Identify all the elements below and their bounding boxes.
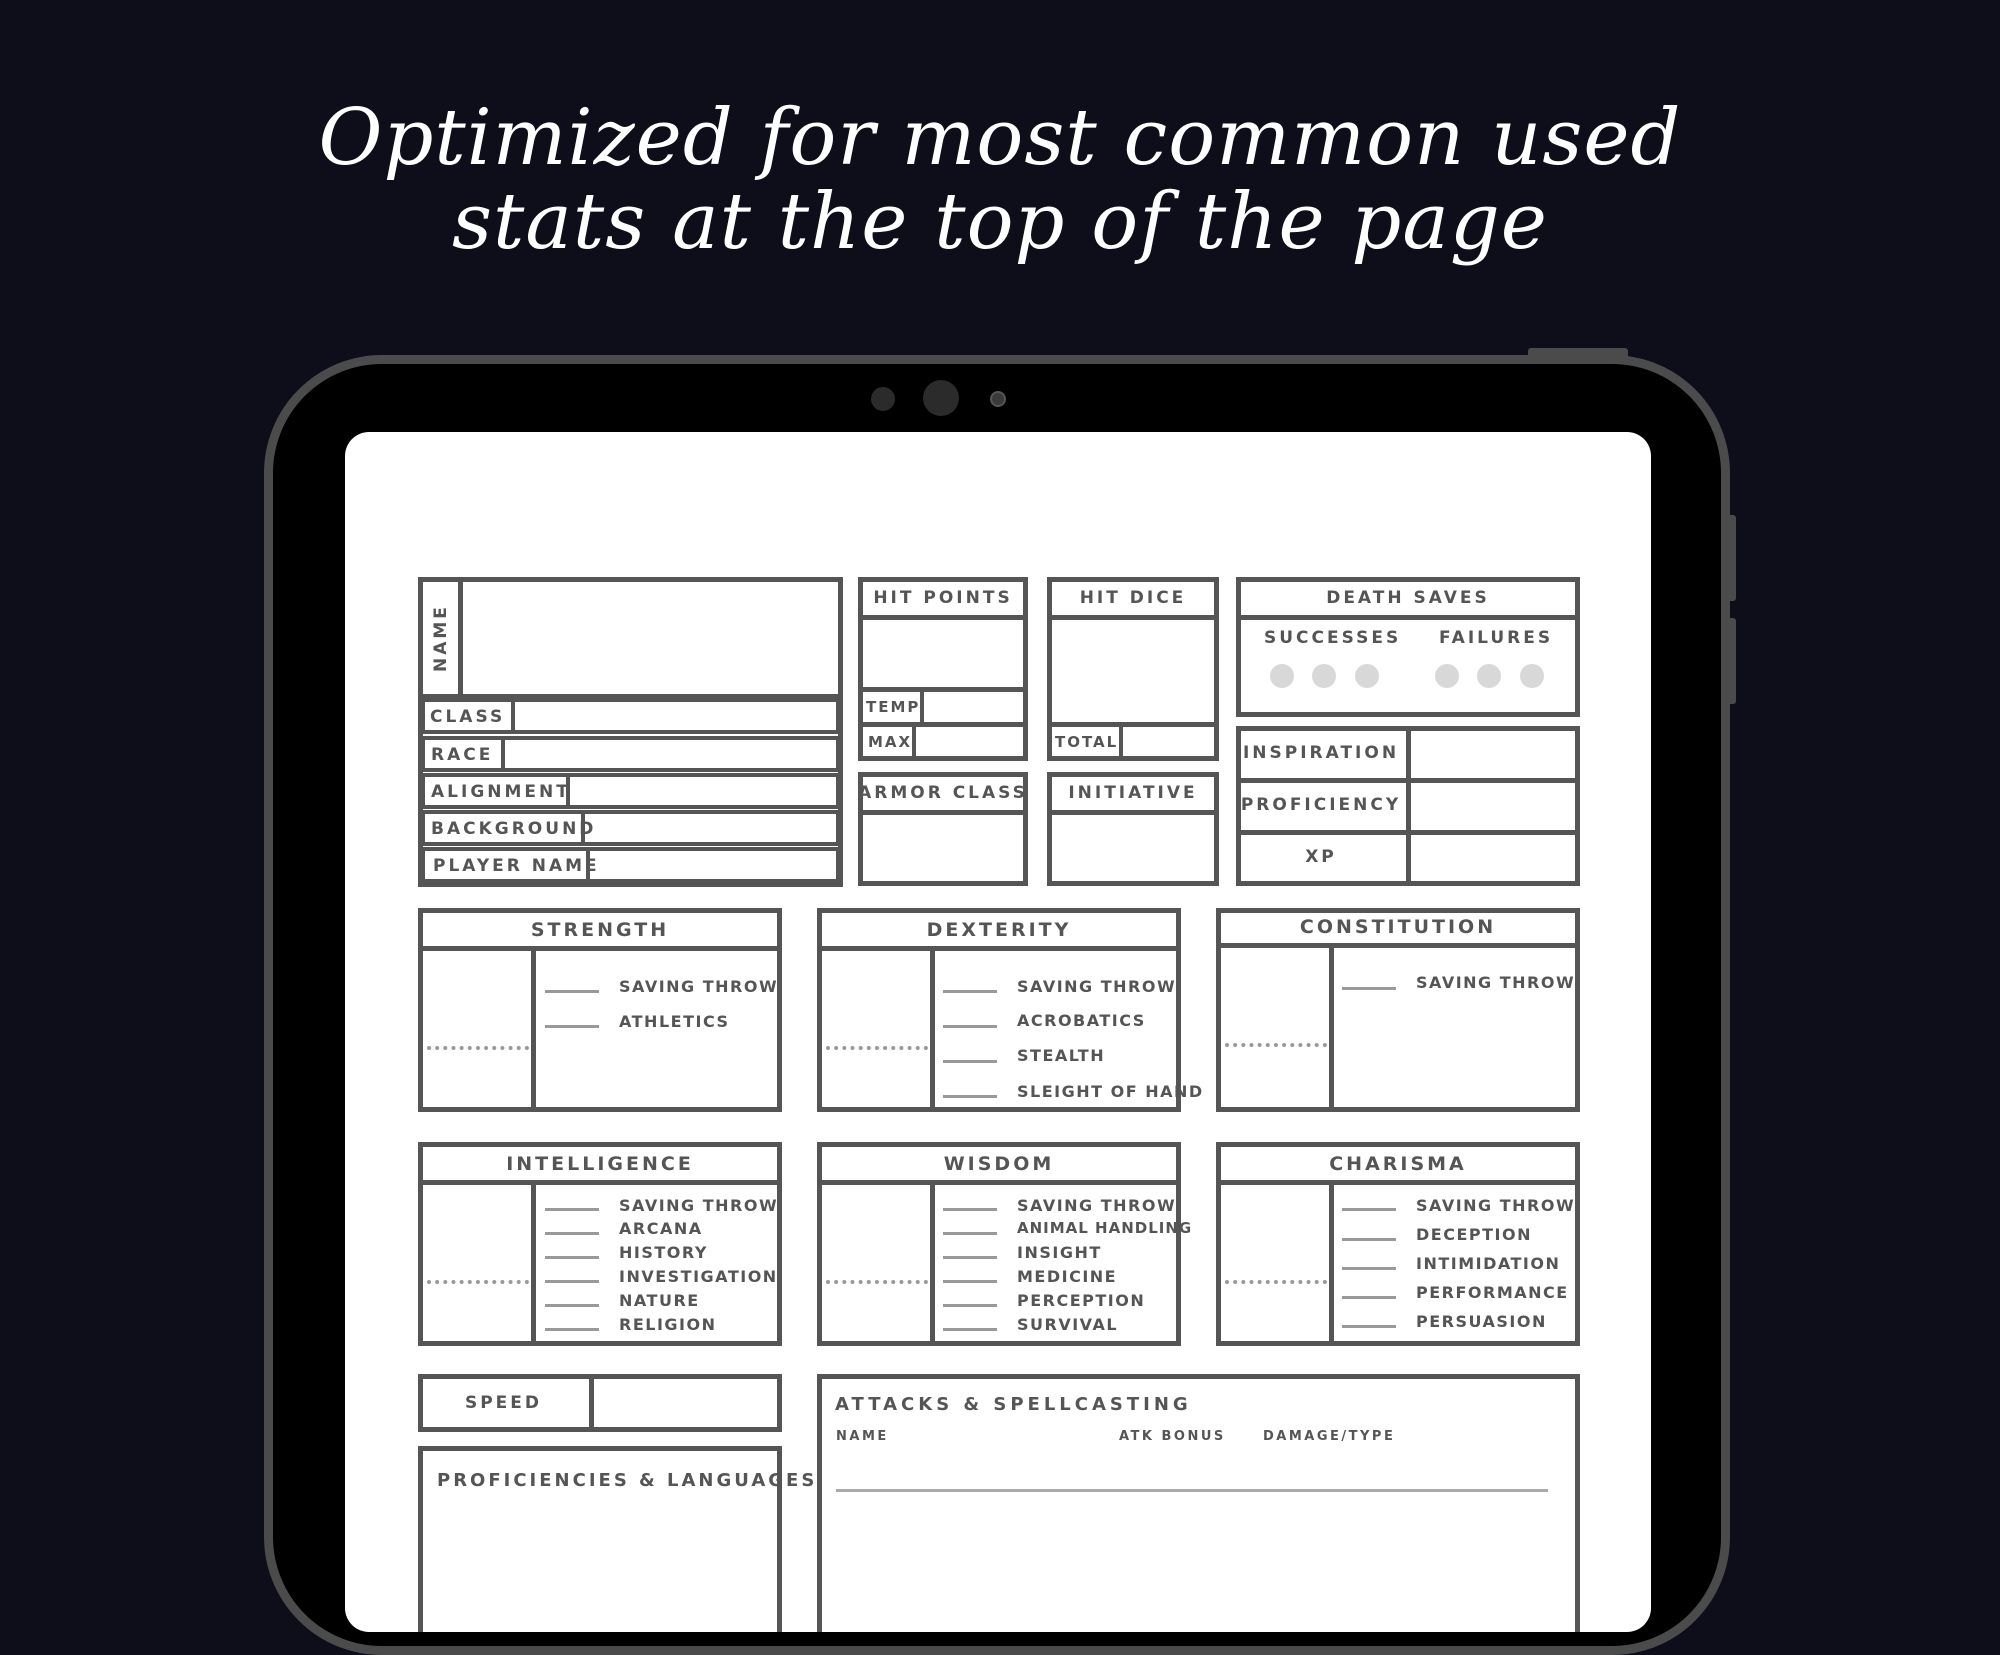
race-label: RACE [431, 745, 494, 765]
persuasion-label: PERSUASION [1416, 1312, 1547, 1331]
constitution-score-line[interactable] [1225, 1043, 1327, 1047]
death-saves-title: DEATH SAVES [1326, 588, 1490, 608]
charisma-score-divider [1329, 1180, 1334, 1346]
wisdom-title: WISDOM [943, 1153, 1055, 1175]
hit-points-temp-top [858, 687, 1028, 692]
hit-dice-total-divider [1119, 724, 1123, 760]
history-label: HISTORY [619, 1243, 708, 1262]
hit-points-title: HIT POINTS [873, 588, 1013, 608]
name-label-divider [458, 577, 463, 697]
animal-handling-mark[interactable] [943, 1232, 997, 1235]
tablet-screen [345, 432, 1651, 1632]
charisma-title-divider [1216, 1180, 1580, 1185]
alignment-label: ALIGNMENT [431, 782, 571, 802]
hit-points-temp-bottom [858, 722, 1028, 727]
insight-mark[interactable] [943, 1256, 997, 1259]
hit-points-title-divider [858, 615, 1028, 620]
charisma-saving-throw-label: SAVING THROW [1416, 1196, 1576, 1215]
medicine-label: MEDICINE [1017, 1267, 1118, 1286]
persuasion-mark[interactable] [1342, 1325, 1396, 1328]
hit-points-temp-divider [920, 687, 924, 725]
sleight-of-hand-label: SLEIGHT OF HAND [1017, 1082, 1204, 1101]
athletics-mark[interactable] [545, 1025, 599, 1028]
strength-saving-throw-label: SAVING THROW [619, 977, 779, 996]
nature-mark[interactable] [545, 1304, 599, 1307]
xp-input[interactable] [1411, 835, 1575, 881]
charisma-title: CHARISMA [1329, 1153, 1467, 1175]
armor-class-title: ARMOR CLASS [858, 783, 1028, 803]
wisdom-saving-throw-mark[interactable] [943, 1208, 997, 1211]
inspiration-label: INSPIRATION [1242, 743, 1400, 763]
successes-label: SUCCESSES [1264, 628, 1402, 648]
inspiration-input[interactable] [1411, 731, 1575, 778]
initiative-title: INITIATIVE [1068, 783, 1198, 803]
hit-dice-title-divider [1047, 615, 1219, 620]
failure-check-3[interactable] [1520, 664, 1544, 688]
investigation-label: INVESTIGATION [619, 1267, 778, 1286]
intelligence-score-line[interactable] [427, 1280, 529, 1284]
deception-mark[interactable] [1342, 1238, 1396, 1241]
perception-label: PERCEPTION [1017, 1291, 1146, 1310]
constitution-saving-throw-mark[interactable] [1342, 987, 1396, 990]
dexterity-title-divider [817, 946, 1181, 951]
history-mark[interactable] [545, 1256, 599, 1259]
constitution-saving-throw-label: SAVING THROW [1416, 973, 1576, 992]
charisma-score-line[interactable] [1225, 1280, 1327, 1284]
intelligence-score-divider [531, 1180, 536, 1346]
constitution-score-divider [1329, 943, 1334, 1112]
strength-saving-throw-mark[interactable] [545, 990, 599, 993]
acrobatics-mark[interactable] [943, 1025, 997, 1028]
death-saves-title-divider [1236, 615, 1580, 620]
athletics-label: ATHLETICS [619, 1012, 730, 1031]
deception-label: DECEPTION [1416, 1225, 1532, 1244]
intelligence-title-divider [418, 1180, 782, 1185]
failure-check-2[interactable] [1477, 664, 1501, 688]
camera-lens-icon [923, 380, 959, 416]
hit-dice-total-top [1047, 722, 1219, 727]
failures-label: FAILURES [1439, 628, 1554, 648]
xp-label: XP [1305, 847, 1337, 867]
perception-mark[interactable] [943, 1304, 997, 1307]
dexterity-score-divider [930, 946, 935, 1112]
wisdom-score-divider [930, 1180, 935, 1346]
attacks-col-name: NAME [836, 1429, 889, 1444]
strength-score-line[interactable] [427, 1046, 529, 1050]
dexterity-saving-throw-label: SAVING THROW [1017, 977, 1177, 996]
dexterity-title: DEXTERITY [926, 919, 1072, 941]
dexterity-saving-throw-mark[interactable] [943, 990, 997, 993]
constitution-title-divider [1216, 943, 1580, 948]
performance-mark[interactable] [1342, 1296, 1396, 1299]
constitution-box [1216, 908, 1580, 1112]
religion-mark[interactable] [545, 1328, 599, 1331]
camera-light-icon [990, 391, 1006, 407]
sleight-of-hand-mark[interactable] [943, 1095, 997, 1098]
initiative-title-divider [1047, 810, 1219, 815]
arcana-mark[interactable] [545, 1232, 599, 1235]
wisdom-saving-throw-label: SAVING THROW [1017, 1196, 1177, 1215]
temp-label: TEMP [866, 698, 921, 716]
constitution-title: CONSTITUTION [1299, 916, 1497, 938]
performance-label: PERFORMANCE [1416, 1283, 1569, 1302]
attacks-title: ATTACKS & SPELLCASTING [835, 1394, 1192, 1415]
investigation-mark[interactable] [545, 1280, 599, 1283]
attack-row-1-line[interactable] [836, 1489, 1548, 1492]
insight-label: INSIGHT [1017, 1243, 1102, 1262]
proficiency-label: PROFICIENCY [1240, 795, 1402, 815]
survival-label: SURVIVAL [1017, 1315, 1119, 1334]
success-check-1[interactable] [1270, 664, 1294, 688]
hit-points-max-divider [912, 724, 916, 760]
stealth-mark[interactable] [943, 1060, 997, 1063]
acrobatics-label: ACROBATICS [1017, 1011, 1146, 1030]
max-label: MAX [868, 733, 913, 751]
strength-title: STRENGTH [530, 919, 670, 941]
dexterity-score-line[interactable] [826, 1046, 928, 1050]
proficiencies-label: PROFICIENCIES & LANGUAGES [437, 1470, 818, 1491]
strength-title-divider [418, 946, 782, 951]
success-check-2[interactable] [1312, 664, 1336, 688]
name-label: NAME [431, 604, 451, 672]
medicine-mark[interactable] [943, 1280, 997, 1283]
intimidation-label: INTIMIDATION [1416, 1254, 1561, 1273]
intelligence-title: INTELLIGENCE [506, 1153, 694, 1175]
arcana-label: ARCANA [619, 1219, 703, 1238]
charisma-saving-throw-mark[interactable] [1342, 1208, 1396, 1211]
intimidation-mark[interactable] [1342, 1267, 1396, 1270]
class-label: CLASS [430, 707, 506, 727]
tablet-volume-down-button [1726, 618, 1736, 704]
strength-score-divider [531, 946, 536, 1112]
intelligence-saving-throw-label: SAVING THROW [619, 1196, 779, 1215]
tablet-volume-up-button [1726, 515, 1736, 601]
race-divider [501, 736, 505, 772]
headline-line-1: Optimized for most common used [318, 93, 1682, 183]
religion-label: RELIGION [619, 1315, 717, 1334]
intelligence-saving-throw-mark[interactable] [545, 1208, 599, 1211]
success-check-3[interactable] [1355, 664, 1379, 688]
stealth-label: STEALTH [1017, 1046, 1106, 1065]
wisdom-score-line[interactable] [826, 1280, 928, 1284]
background-label: BACKGROUND [431, 819, 597, 839]
speed-label: SPEED [464, 1393, 543, 1413]
failure-check-1[interactable] [1435, 664, 1459, 688]
nature-label: NATURE [619, 1291, 700, 1310]
armor-class-title-divider [858, 810, 1028, 815]
headline [0, 93, 2000, 267]
proficiency-input[interactable] [1411, 783, 1575, 830]
camera-sensor-icon [871, 387, 895, 411]
wisdom-title-divider [817, 1180, 1181, 1185]
hit-dice-title: HIT DICE [1079, 588, 1187, 608]
total-label: TOTAL [1055, 733, 1119, 751]
attacks-col-damage: DAMAGE/TYPE [1263, 1429, 1396, 1444]
class-divider [511, 698, 515, 734]
attacks-col-atk-bonus: ATK BONUS [1119, 1429, 1226, 1444]
tablet-top-button [1528, 348, 1628, 358]
animal-handling-label: ANIMAL HANDLING [1017, 1219, 1193, 1237]
speed-input[interactable] [594, 1379, 777, 1427]
headline-line-2: stats at the top of the page [452, 177, 1548, 267]
survival-mark[interactable] [943, 1328, 997, 1331]
player-name-label: PLAYER NAME [433, 856, 600, 876]
